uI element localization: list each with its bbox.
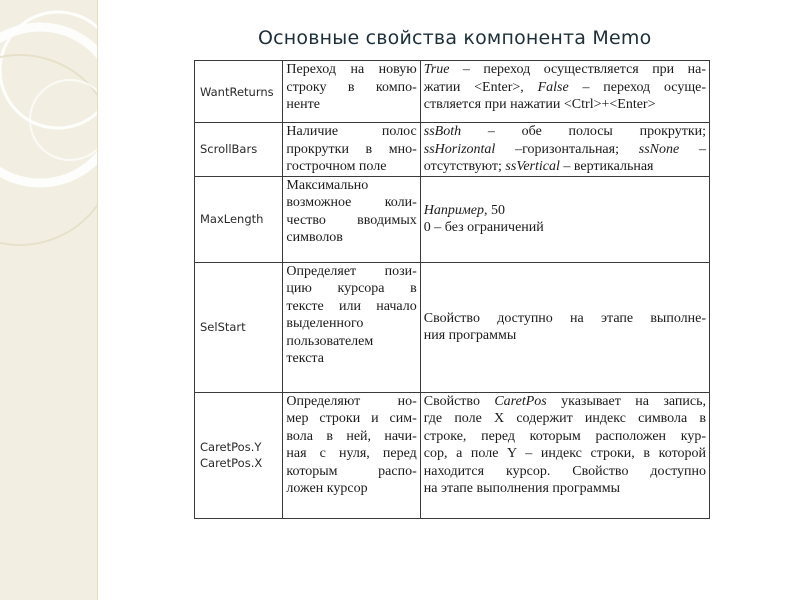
property-description-line: прокрутки в мно-	[286, 141, 417, 157]
property-values-text: False	[537, 79, 569, 95]
property-description-line: вола в ней, начи-	[286, 428, 417, 444]
property-values-text: – переход осуще-	[568, 79, 706, 95]
property-description-line: возможное коли-	[286, 195, 417, 210]
property-values-line	[424, 96, 706, 114]
property-name: CaretPos.Y	[200, 440, 262, 454]
property-values-line	[424, 428, 706, 446]
property-description-line: ненте	[286, 97, 320, 112]
property-description-line: Определяет пози-	[286, 263, 417, 279]
property-description-line: ная с нуля, перед	[286, 446, 417, 461]
property-description-line: мер строки и сим-	[286, 411, 417, 426]
property-description-line: выделенного	[286, 316, 364, 331]
property-description-cell	[283, 176, 420, 262]
property-values-line	[424, 463, 706, 481]
property-description-line: текста	[286, 351, 324, 366]
property-values-text: , 50	[484, 202, 506, 218]
property-values-text: указывает на запись,	[546, 393, 706, 409]
property-description-line: Определяют но-	[286, 393, 417, 409]
property-description-line: символов	[286, 230, 343, 245]
table-row	[195, 123, 710, 177]
property-values-line	[424, 410, 706, 428]
table-row	[195, 262, 710, 392]
property-name: WantReturns	[200, 84, 274, 99]
property-description-line: Максимально	[286, 177, 369, 193]
property-values-text: строке, перед которым расположен кур-	[423, 428, 706, 444]
property-values-line	[424, 480, 706, 498]
property-values-text: ssNone	[638, 141, 680, 157]
property-description-cell	[283, 262, 420, 392]
property-values-line	[424, 61, 706, 79]
property-values-line	[424, 393, 706, 411]
property-values-text: – переход осуществляется при на-	[449, 62, 706, 77]
property-description-line: цию курсора в	[286, 281, 417, 296]
property-values-line	[424, 202, 706, 220]
property-name-cell	[195, 392, 283, 518]
property-description-cell	[283, 123, 420, 177]
property-values-cell	[420, 176, 709, 262]
property-values-text: на этапе выполнения программы	[423, 481, 621, 496]
property-values-text: –горизонтальная;	[495, 141, 639, 157]
property-values-line	[424, 445, 706, 463]
property-description-cell	[283, 392, 420, 518]
property-description-line: которым распо-	[286, 463, 417, 479]
property-values-text: ствляется при нажатии <Ctrl>+<Enter>	[423, 97, 656, 112]
property-values-text: ssVertical	[505, 159, 560, 174]
property-values-text: Свойство доступно на этапе выполне-	[423, 310, 706, 326]
property-values-line	[424, 310, 706, 328]
property-values-text: сор, а поле Y – индекс строки, в которой	[423, 446, 706, 461]
property-values-text: True	[423, 62, 450, 77]
property-description-cell	[283, 61, 420, 123]
property-values-cell	[420, 61, 709, 123]
property-description-line: Наличие полос	[286, 124, 417, 139]
property-values-text: – вертикальная	[559, 159, 654, 174]
property-name: ScrollBars	[200, 142, 258, 157]
property-name: MaxLength	[200, 212, 264, 226]
property-values-text: Например	[423, 202, 485, 218]
property-values-line	[424, 141, 706, 159]
property-values-text: ssBoth	[423, 124, 462, 139]
property-description-line: ложен курсор	[286, 481, 368, 496]
property-values-line	[424, 79, 706, 97]
property-values-line	[424, 123, 706, 141]
property-description-line: строку в компо-	[286, 79, 417, 95]
property-values-text: Свойство	[423, 393, 495, 409]
decorative-swirl-icon	[0, 0, 97, 600]
properties-table	[194, 60, 710, 519]
property-name: CaretPos.X	[200, 456, 263, 470]
property-values-text: 0 – без ограничений	[423, 220, 544, 235]
property-description-line: Переход на новую	[286, 62, 417, 77]
property-values-text: отсутствуют;	[423, 159, 506, 174]
property-description-line: чество вводимых	[286, 212, 417, 228]
property-name-cell	[195, 123, 283, 177]
table-row	[195, 392, 710, 518]
property-name-cell	[195, 262, 283, 392]
property-values-cell	[420, 123, 709, 177]
property-name-cell	[195, 176, 283, 262]
table-row	[195, 176, 710, 262]
property-values-line	[424, 219, 706, 237]
property-values-text: –	[679, 141, 707, 157]
property-values-cell	[420, 392, 709, 518]
property-values-text: – обе полосы прокрутки;	[461, 124, 706, 139]
property-name-cell	[195, 61, 283, 123]
property-values-line	[424, 327, 706, 345]
table-row	[195, 61, 710, 123]
property-description-line: тексте или начало	[286, 298, 417, 314]
property-values-text: жатии <Enter>,	[423, 79, 538, 95]
property-values-text: ssHorizontal	[423, 141, 496, 157]
property-values-line	[424, 158, 706, 176]
property-values-text: находится курсор. Свойство доступно	[423, 463, 706, 479]
slide-title: Основные свойства компонента Memo	[258, 27, 652, 49]
property-name: SelStart	[200, 320, 246, 334]
property-values-text: CaretPos	[494, 393, 547, 409]
property-values-text: ния программы	[423, 328, 517, 343]
property-values-text: где поле X содержит индекс символа в	[423, 411, 706, 426]
decorative-side-band	[0, 0, 98, 600]
property-description-line: пользователем	[286, 333, 374, 349]
property-values-cell	[420, 262, 709, 392]
property-description-line: гострочном поле	[286, 159, 387, 174]
